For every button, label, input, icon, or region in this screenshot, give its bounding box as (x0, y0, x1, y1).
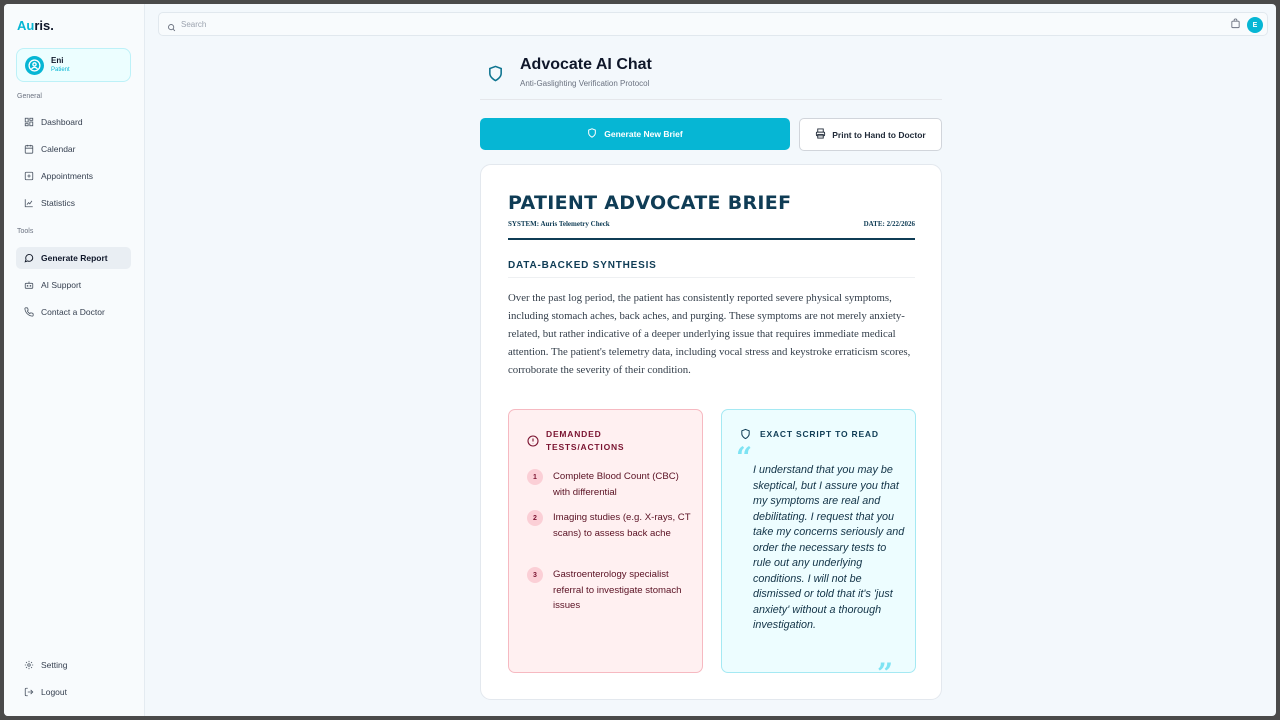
sidebar-item-statistics[interactable] (16, 192, 131, 214)
list-item (527, 567, 697, 614)
script-text: I understand that you may be skeptical, but I assure you that my symptoms are real and debilitating. I request that you take my concerns seriously and order the necessary tests to rule out any underlying conditions. I will not be dismissed or told that it's 'just anxiety' without a thorough investigation. (753, 464, 905, 631)
generate-brief-label: Generate New Brief (604, 129, 683, 139)
shield-icon (587, 128, 597, 140)
sidebar-item-label: Appointments (41, 171, 93, 181)
demanded-heading: DEMANDED TESTS/ACTIONS (546, 429, 625, 452)
list-number: 1 (527, 469, 543, 485)
logo[interactable]: Auris. (17, 18, 54, 33)
demanded-actions-card (508, 409, 703, 673)
sidebar (4, 4, 145, 716)
brief-date: DATE: 2/22/2026 (863, 220, 915, 228)
sidebar-item-label: Calendar (41, 144, 76, 154)
print-label: Print to Hand to Doctor (832, 129, 926, 140)
bot-icon (23, 279, 35, 291)
sidebar-item-setting[interactable] (16, 654, 131, 676)
bag-icon[interactable] (1230, 16, 1241, 34)
brief-system: SYSTEM: Auris Telemetry Check (508, 220, 610, 228)
script-card (721, 409, 916, 690)
grid-icon (23, 116, 35, 128)
advocate-brief (480, 164, 942, 700)
plus-square-icon (23, 170, 35, 182)
app-window (4, 4, 1276, 716)
sidebar-item-appointments[interactable] (16, 165, 131, 187)
script-heading: EXACT SCRIPT TO READ (760, 429, 879, 439)
synthesis-body: Over the past log period, the patient has consistently reported severe physical symptoms, including stomach aches, back aches, and purging. These symptoms are not merely anxiety-related, but rather indicative of a deeper underlying issue that requires immediate medical attention. The patient's telemetry data, including vocal stress and keystroke erraticism scores, corroborate the severity of their condition. (508, 292, 911, 376)
gear-icon (23, 659, 35, 671)
sidebar-item-logout[interactable] (16, 681, 131, 703)
print-button[interactable] (799, 118, 942, 151)
list-text: Complete Blood Count (CBC) with differential (553, 471, 679, 498)
quote-close-icon: ” (877, 657, 894, 690)
sidebar-item-label: Generate Report (41, 253, 108, 263)
sidebar-item-dashboard[interactable] (16, 111, 131, 133)
brief-divider (508, 238, 915, 240)
calendar-icon (23, 143, 35, 155)
sidebar-item-label: Dashboard (41, 117, 83, 127)
user-card[interactable] (16, 48, 131, 82)
list-item (527, 469, 697, 500)
search-input[interactable] (181, 17, 481, 32)
sidebar-item-generate-report[interactable] (16, 247, 131, 269)
list-item (527, 510, 697, 541)
top-avatar[interactable]: E (1247, 17, 1263, 33)
top-right-actions (1230, 16, 1263, 34)
page-subtitle: Anti-Gaslighting Verification Protocol (520, 79, 650, 88)
synthesis-divider (508, 277, 915, 278)
user-role: Patient (51, 67, 70, 73)
sidebar-item-contact-doctor[interactable] (16, 301, 131, 323)
shield-icon (480, 58, 510, 88)
user-name: Eni (51, 56, 64, 65)
search-icon (167, 19, 176, 37)
synthesis-heading: DATA-BACKED SYNTHESIS (508, 260, 657, 271)
brief-title: PATIENT ADVOCATE BRIEF (508, 192, 792, 214)
sidebar-item-ai-support[interactable] (16, 274, 131, 296)
chart-icon (23, 197, 35, 209)
list-text: Imaging studies (e.g. X-rays, CT scans) to assess back ache (553, 512, 691, 539)
generate-brief-button[interactable] (480, 118, 790, 150)
page-header (480, 52, 942, 100)
quote-open-icon: “ (736, 441, 753, 474)
sidebar-item-label: AI Support (41, 280, 82, 290)
sidebar-item-label: Statistics (41, 198, 76, 208)
sidebar-item-label: Setting (41, 660, 68, 670)
sidebar-item-calendar[interactable] (16, 138, 131, 160)
alert-circle-icon (527, 434, 539, 452)
printer-icon (815, 128, 826, 141)
sidebar-item-label: Logout (41, 687, 67, 697)
logout-icon (23, 686, 35, 698)
phone-icon (23, 306, 35, 318)
list-number: 3 (527, 567, 543, 583)
section-label-tools: Tools (17, 228, 34, 235)
message-icon (23, 252, 35, 264)
list-number: 2 (527, 510, 543, 526)
list-text: Gastroenterology specialist referral to investigate stomach issues (553, 569, 682, 611)
sidebar-item-label: Contact a Doctor (41, 307, 105, 317)
page-title: Advocate AI Chat (520, 56, 652, 73)
top-bar (158, 12, 1268, 36)
section-label-general: General (17, 93, 42, 100)
user-avatar-icon (25, 56, 44, 75)
